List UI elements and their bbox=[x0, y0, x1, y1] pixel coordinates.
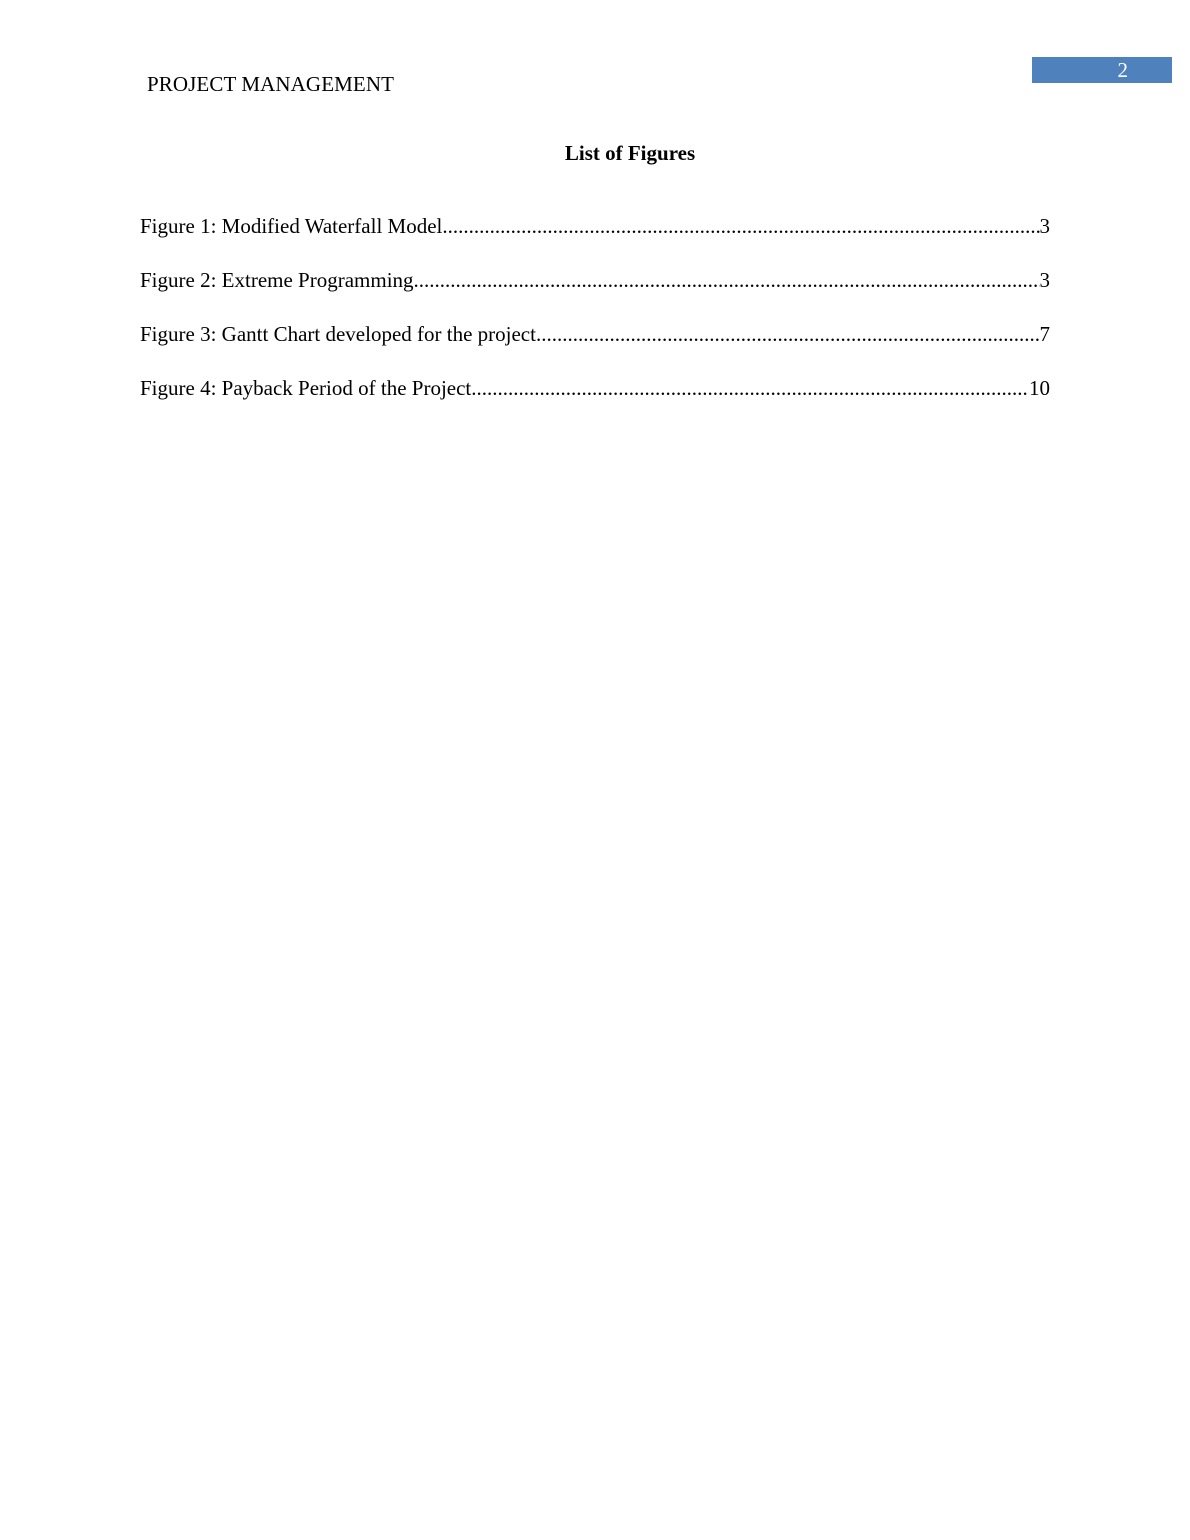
dot-leader bbox=[471, 374, 1029, 402]
figure-entry-label: Figure 2: Extreme Programming bbox=[140, 268, 414, 292]
figure-entry-page: 7 bbox=[1039, 322, 1050, 346]
dot-leader bbox=[536, 320, 1040, 348]
page-number-box bbox=[1032, 57, 1172, 83]
figure-entry-page: 10 bbox=[1029, 376, 1050, 400]
figure-entry-2[interactable] bbox=[140, 266, 1050, 320]
figure-entry-page: 3 bbox=[1039, 214, 1050, 238]
figure-entry-3[interactable] bbox=[140, 320, 1050, 374]
list-of-figures bbox=[140, 212, 1050, 428]
figure-entry-page: 3 bbox=[1039, 268, 1050, 292]
dot-leader bbox=[414, 266, 1040, 294]
figure-entry-4[interactable] bbox=[140, 374, 1050, 428]
running-head: PROJECT MANAGEMENT bbox=[147, 72, 395, 96]
list-of-figures-title: List of Figures bbox=[564, 141, 696, 165]
figure-entry-label: Figure 1: Modified Waterfall Model bbox=[140, 214, 443, 238]
dot-leader bbox=[442, 212, 1039, 240]
page-number: 2 bbox=[1117, 58, 1128, 82]
figure-entry-1[interactable] bbox=[140, 212, 1050, 266]
figure-entry-label: Figure 4: Payback Period of the Project bbox=[140, 376, 472, 400]
figure-entry-label: Figure 3: Gantt Chart developed for the project bbox=[140, 322, 536, 346]
